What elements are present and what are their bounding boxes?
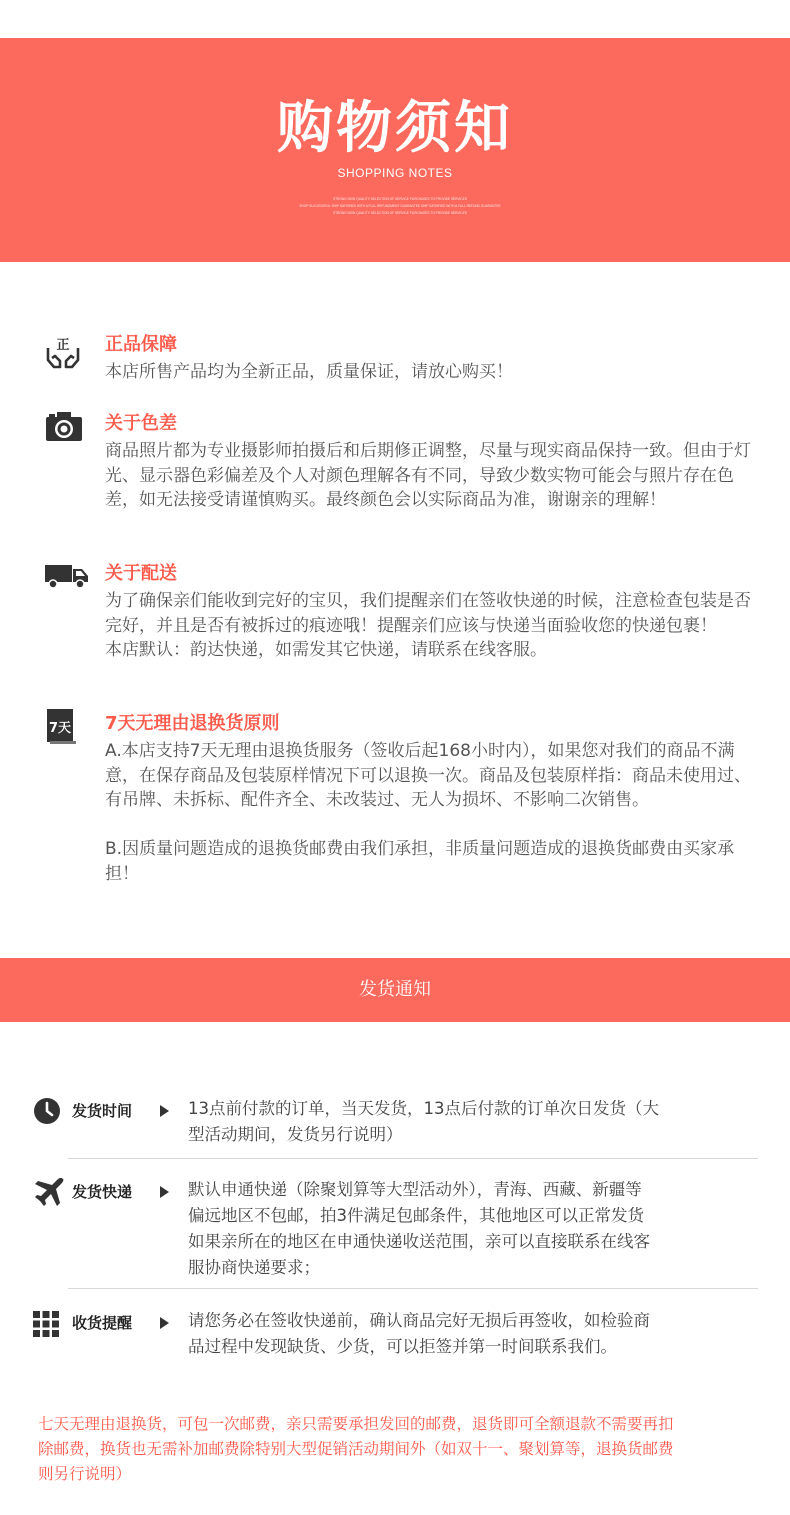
shipping-row-text (188, 1308, 758, 1360)
footer-line: 除邮费，换货也无需补加邮费除特别大型促销活动期间外（如双十一、聚划算等，退换货邮费 (38, 1440, 674, 1458)
play-arrow-icon (160, 1317, 169, 1329)
shipping-row-label: 发货时间 (72, 1102, 133, 1120)
notice-paragraph: 本店所售产品均为全新正品，质量保证，请放心购买！ (105, 362, 513, 382)
svg-text:正: 正 (56, 338, 70, 353)
footer-line: 则另行说明） (38, 1465, 132, 1483)
text-line: 默认申通快递（除聚划算等大型活动外），青海、西藏、新疆等 (188, 1180, 642, 1199)
play-arrow-icon (160, 1186, 169, 1198)
seven-day-calendar-icon (44, 707, 78, 745)
camera-icon (44, 409, 82, 447)
hero-fine-print (235, 196, 565, 217)
shipping-row-label: 发货快递 (72, 1183, 133, 1201)
row-divider (68, 1158, 758, 1159)
footer-line: 七天无理由退换货，可包一次邮费，亲只需要承担发回的邮费，退货即可全额退款不需要再扣 (38, 1415, 674, 1433)
fine-print-line: SHOP SUCCESSFUL SHIP SATISFIED WITH A FULL REFUNDMENT GUARANTEE SHIP SATISFIED WITH A FULL REFUND GUARANTEE (299, 204, 501, 208)
notice-paragraph: 商品照片都为专业摄影师拍摄后和后期修正调整，尽量与现实商品保持一致。但由于灯光、显示器色彩偏差及个人对颜色理解各有不同，导致少数实物可能会与照片存在色差，如无法接受请谨慎购买。最终颜色会以实际商品为准，谢谢亲的理解！ (105, 441, 751, 510)
play-arrow-icon (160, 1105, 169, 1117)
notice-paragraph: 本店默认：韵达快递，如需发其它快递，请联系在线客服。 (105, 640, 547, 660)
shipping-row-text (188, 1177, 758, 1281)
text-line: 如果亲所在的地区在申通快递收送范围，亲可以直接联系在线客 (188, 1232, 650, 1251)
text-line: 13点前付款的订单，当天发货，13点后付款的订单次日发货（大 (188, 1099, 659, 1118)
hands-genuine-icon (44, 334, 82, 372)
seven-day-icon-text: 7天 (48, 721, 72, 736)
notice-paragraph: 为了确保亲们能收到完好的宝贝，我们提醒亲们在签收快递的时候，注意检查包装是否完好，并且是否有被拆过的痕迹哦！提醒亲们应该与快递当面验收您的快递包裹！ (105, 591, 751, 636)
notice-title: 关于色差 (105, 413, 177, 434)
fine-print-line: STRONG SIGN QUALITY SELECTION OF SERVICE PURCHASES TO PROVIDE SERVICES (333, 211, 467, 215)
page-title: 购物须知 (277, 96, 513, 161)
hero-banner (0, 38, 790, 262)
notice-paragraph: B.因质量问题造成的退换货邮费由我们承担，非质量问题造成的退换货邮费由买家承担！ (105, 839, 735, 884)
row-divider (68, 1288, 758, 1289)
notice-body (105, 739, 765, 886)
notice-body (105, 439, 765, 513)
shipping-notice-band: 发货通知 (0, 958, 790, 1022)
fine-print-line: STRONG SIGN QUALITY SELECTION OF SERVICE PURCHASES TO PROVIDE SERVICES (333, 197, 467, 201)
text-line: 型活动期间，发货另行说明） (188, 1125, 403, 1144)
notice-title: 关于配送 (105, 563, 177, 584)
notice-body (105, 589, 765, 663)
truck-icon (44, 561, 90, 599)
notice-paragraph: A.本店支持7天无理由退换货服务（签收后起168小时内），如果您对我们的商品不满意，在保存商品及包装原样情况下可以退换一次。商品及包装原样指：商品未使用过、有吊牌、未拆标、配件齐全、未改装过、无人为损坏、不影响二次销售。 (105, 741, 751, 810)
text-line: 请您务必在签收快递前，确认商品完好无损后再签收，如检验商 (188, 1311, 650, 1330)
text-line: 服协商快递要求； (188, 1258, 320, 1277)
text-line: 偏远地区不包邮，拍3件满足包邮条件，其他地区可以正常发货 (188, 1206, 644, 1225)
return-footer-note (38, 1412, 756, 1487)
text-line: 品过程中发现缺货、少货，可以拒签并第一时间联系我们。 (188, 1337, 617, 1356)
shipping-row-text (188, 1096, 758, 1148)
grid-icon (32, 1310, 62, 1340)
page-subtitle: SHOPPING NOTES (337, 166, 453, 180)
clock-icon (32, 1096, 62, 1126)
notice-body (105, 360, 765, 385)
notice-title: 正品保障 (105, 334, 177, 355)
shipping-row-label: 收货提醒 (72, 1314, 133, 1332)
airplane-icon (32, 1175, 66, 1205)
notice-title: 7天无理由退换货原则 (105, 713, 280, 734)
